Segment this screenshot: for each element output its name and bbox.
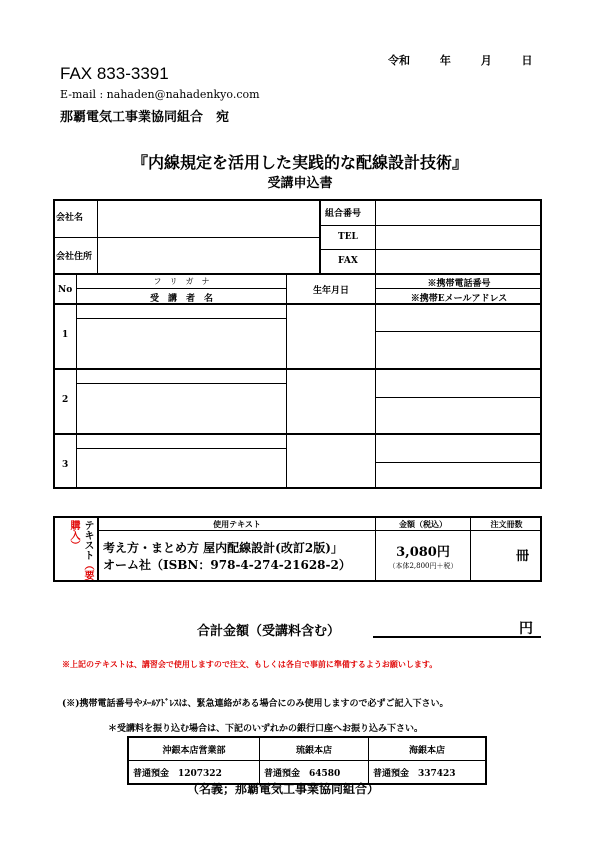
textbook-title: 考え方・まとめ方 屋内配線設計(改訂2版)」 (103, 541, 343, 555)
total-label: 合計金額（受講料含む） (197, 624, 341, 639)
mobile-email-field[interactable] (377, 464, 541, 487)
contact-notice: (※)携帯電話番号やﾒｰﾙｱﾄﾞﾚｽは、緊急連絡がある場合にのみ使用しますので必ずご記入下さい。 (62, 699, 449, 709)
participant-name-field[interactable] (78, 385, 285, 432)
company-name-label: 会社名 (56, 213, 84, 223)
row-number: 1 (62, 330, 69, 340)
quantity-field[interactable] (473, 533, 518, 579)
textbook-price-note: （本体2,800円＋税） (388, 562, 458, 570)
fax-label: FAX (338, 256, 358, 266)
textbook-notice: ※上記のテキストは、講習会で使用しますので注文、もしくは各自で事前に準備するようお願いします。 (62, 659, 438, 669)
mobile-email-field[interactable] (377, 399, 541, 432)
mobile-field[interactable] (377, 436, 541, 461)
fax-number: FAX 833-3391 (60, 64, 169, 83)
birthdate-field[interactable] (288, 436, 374, 487)
date-year: 年 (439, 54, 451, 67)
price-header: 金額（税込） (399, 519, 447, 529)
textbook-side-label: テキスト（要購入） (68, 520, 93, 580)
company-name-field[interactable] (99, 201, 317, 235)
bank-accounts-table (127, 736, 487, 785)
company-address-field[interactable] (99, 239, 317, 272)
required-purchase-note: （要購入） (68, 520, 93, 580)
birthdate-header: 生年月日 (312, 286, 349, 296)
bank-header-row (128, 737, 486, 761)
email-address: E-mail : nahaden@nahadenkyo.com (60, 88, 260, 101)
fax-field[interactable] (377, 251, 539, 272)
quantity-header: 注文冊数 (490, 519, 523, 529)
bank-transfer-notice: ＊受講料を振り込む場合は、下記のいずれかの銀行口座へお振り込み下さい。 (108, 724, 424, 734)
furigana-field[interactable] (78, 306, 285, 317)
addressee: 那覇電気工事業協同組合 宛 (60, 110, 230, 125)
member-no-label: 組合番号 (325, 209, 362, 219)
birthdate-field[interactable] (288, 306, 374, 367)
total-amount-field[interactable] (373, 617, 541, 636)
mobile-email-field[interactable] (377, 333, 541, 367)
row-number: 2 (62, 395, 69, 405)
date-era: 令和 (388, 54, 410, 67)
mobile-header: ※携帯電話番号 (427, 279, 491, 289)
mobile-field[interactable] (377, 306, 541, 330)
mobile-field[interactable] (377, 371, 541, 396)
bank-name: 海銀本店 (369, 737, 487, 761)
page-subtitle: 受講申込書 (267, 176, 333, 191)
bank-account: 普通預金 64580 (260, 761, 369, 785)
bank-name: 沖銀本店営業部 (128, 737, 260, 761)
tel-label: TEL (338, 232, 358, 242)
textbook-publisher: オーム社（ISBN：978-4-274-21628-2） (103, 558, 351, 572)
company-address-label: 会社住所 (56, 252, 93, 262)
bank-account: 普通預金 1207322 (128, 761, 260, 785)
page-title: 『内線規定を活用した実践的な配線設計技術』 (131, 153, 468, 172)
tel-field[interactable] (377, 227, 539, 248)
date-month: 月 (480, 54, 492, 67)
participant-name-header: 受 講 者 名 (149, 294, 213, 304)
birthdate-field[interactable] (288, 371, 374, 432)
account-name: （名義；那覇電気工事業協同組合） (187, 782, 380, 796)
quantity-unit: 冊 (516, 549, 530, 564)
member-no-field[interactable] (377, 201, 539, 224)
furigana-field[interactable] (78, 371, 285, 382)
participant-name-field[interactable] (78, 320, 285, 367)
bank-account: 普通預金 337423 (369, 761, 487, 785)
textbook-header: 使用テキスト (213, 519, 261, 529)
participant-name-field[interactable] (78, 450, 285, 487)
date-day: 日 (521, 54, 533, 67)
total-unit: 円 (519, 621, 533, 637)
no-header: No (58, 285, 73, 295)
furigana-field[interactable] (78, 436, 285, 447)
furigana-header: フ リ ガ ナ (153, 277, 210, 286)
row-number: 3 (62, 460, 69, 470)
textbook-price: 3,080円 (396, 545, 450, 560)
date-line (388, 52, 533, 68)
mobile-email-header: ※携帯Eメールアドレス (410, 294, 508, 304)
bank-name: 琉銀本店 (260, 737, 369, 761)
